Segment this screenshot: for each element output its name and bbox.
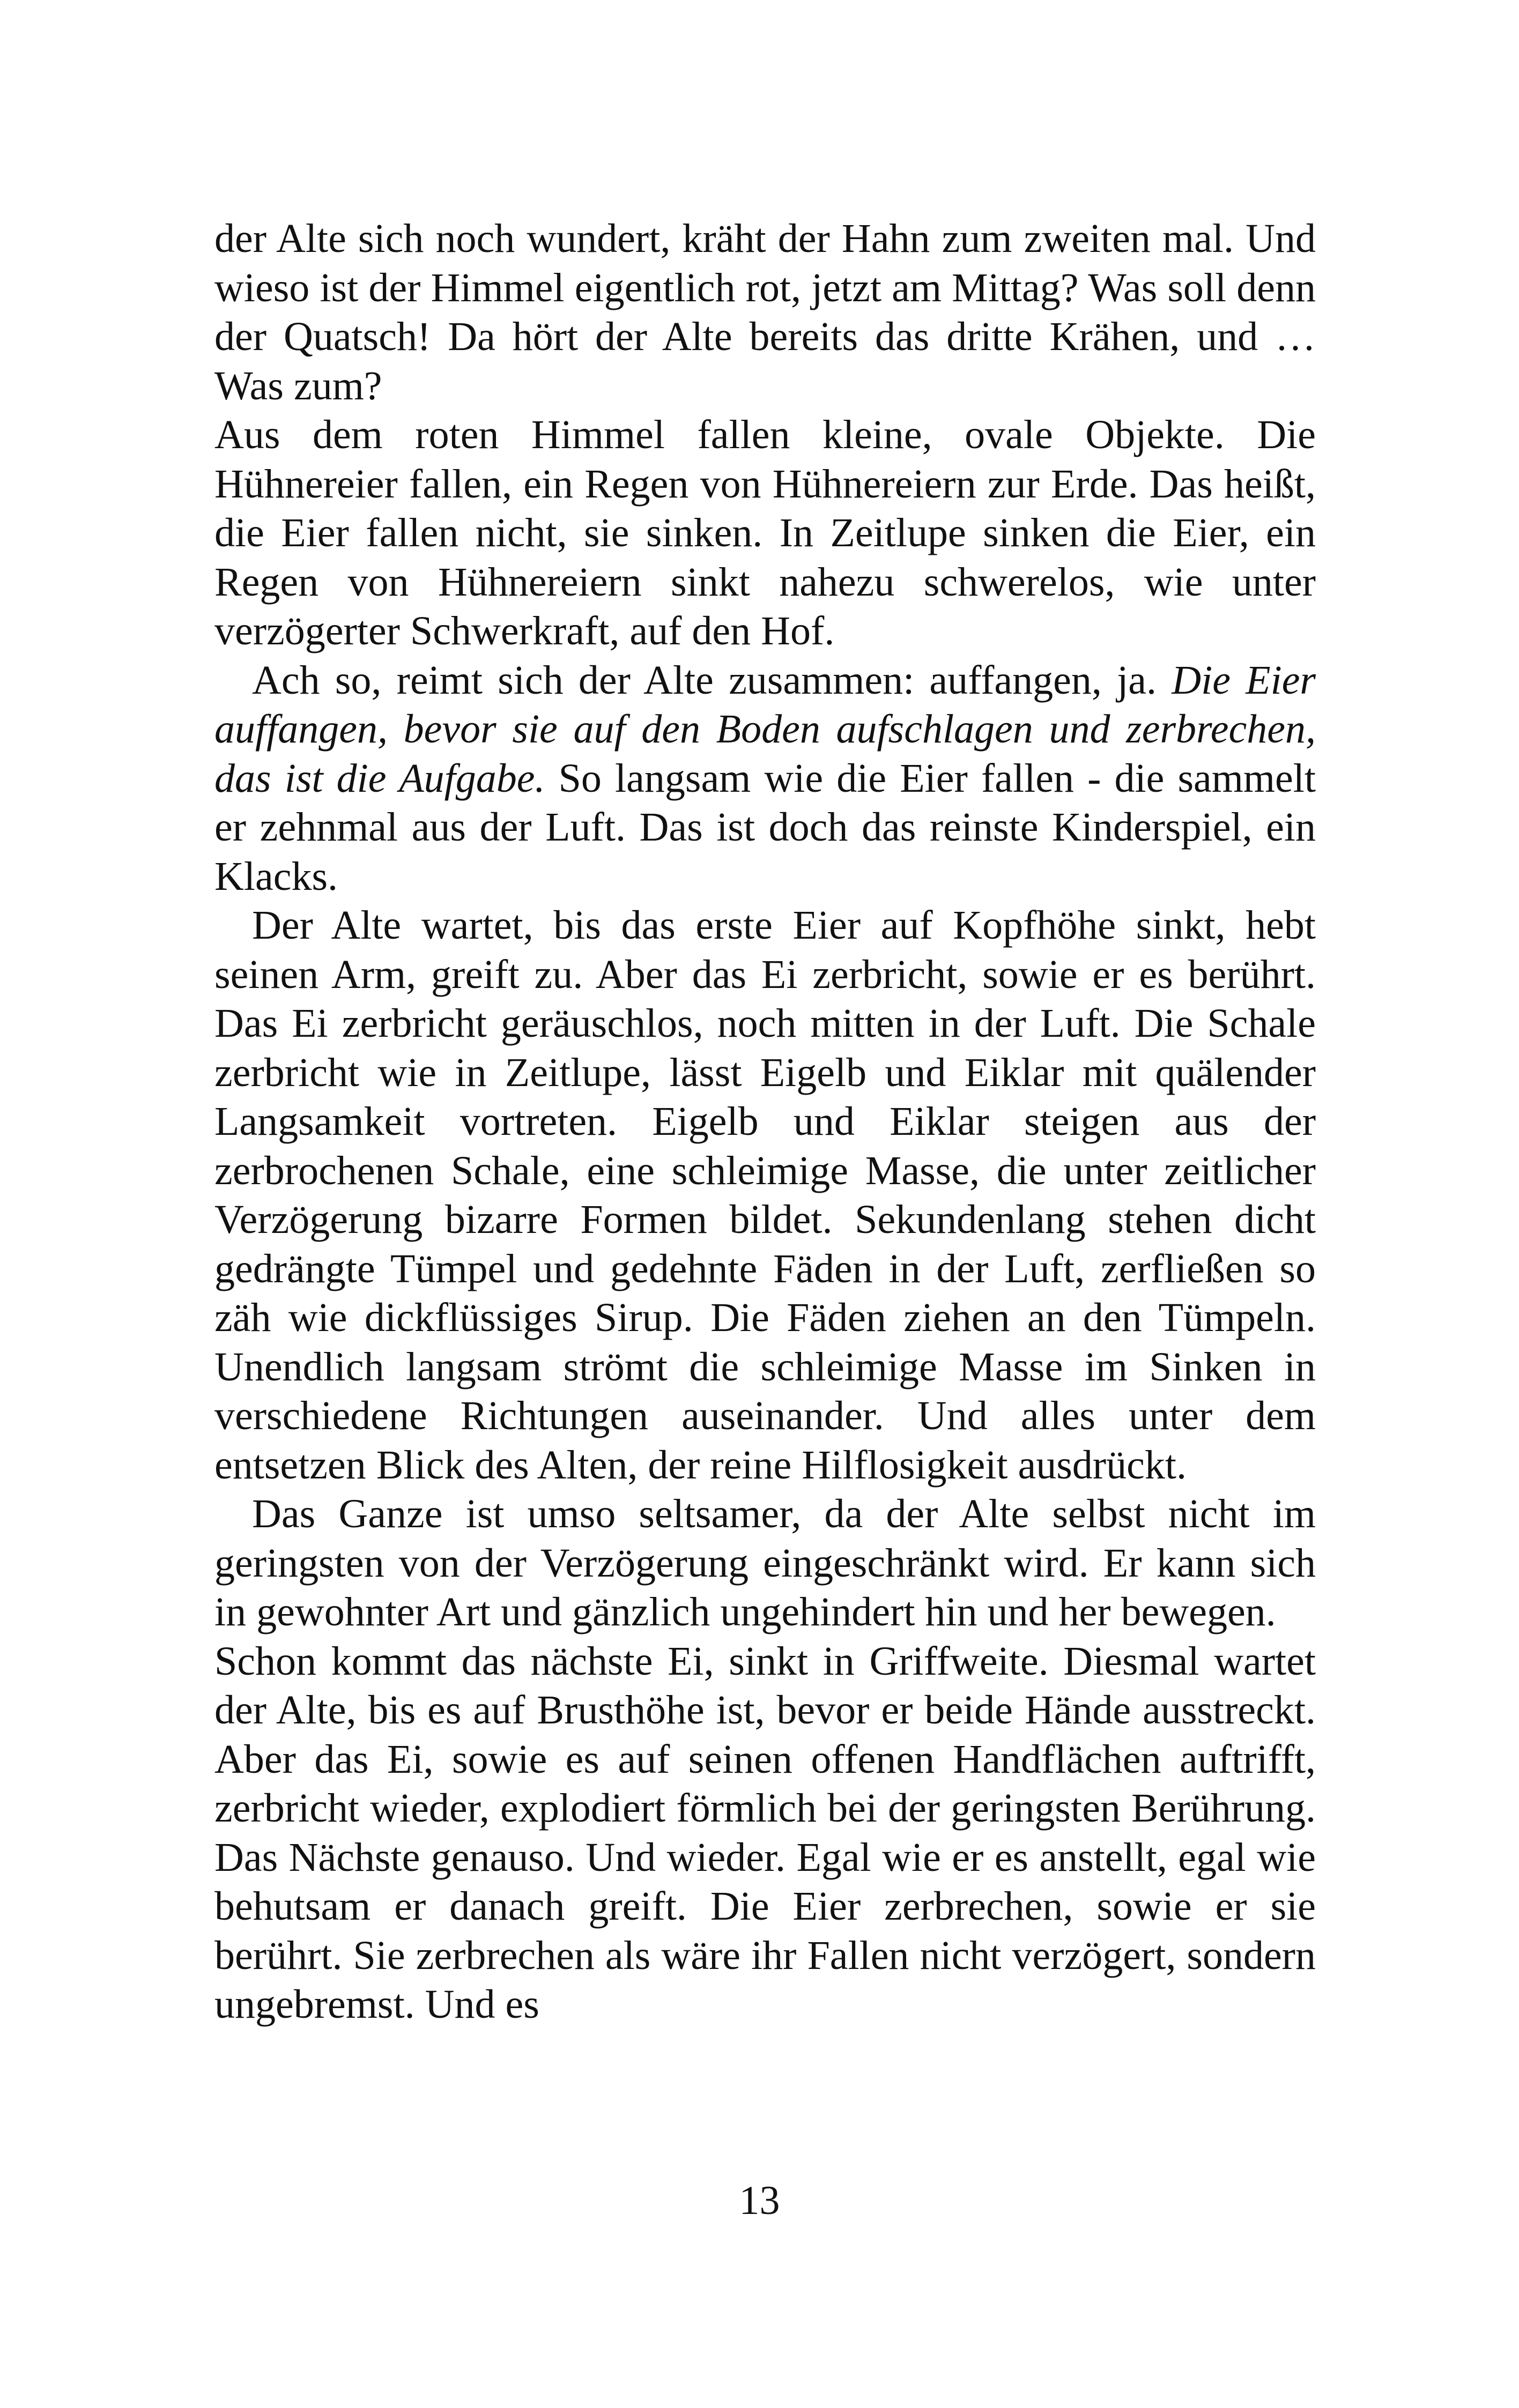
text-run: der Alte sich noch wundert, kräht der Hahn zum zweiten mal. Und wieso ist der Himmel eigentlich rot, jetzt am Mittag? Was soll denn der Quatsch! Da hört der Alte bereits das dritte Krähen, und … Was zum? [214, 216, 1316, 408]
italic-text-run: Die Eier auffangen, bevor sie auf den Boden aufschlagen und zerbrechen, das ist die Aufgabe. [214, 657, 1316, 801]
text-run: Aus dem roten Himmel fallen kleine, ovale Objekte. Die Hühnereier fallen, ein Regen von Hühnereiern zur Erde. Das heißt, die Eier fallen nicht, sie sinken. In Zeitlupe sinken die Eier, ein Regen von Hühnereiern sinkt nahezu schwerelos, wie unter verzögerter Schwerkraft, auf den Hof. [214, 412, 1316, 653]
body-text [214, 214, 1316, 2030]
text-run: So langsam wie die Eier fallen - die sammelt er zehnmal aus der Luft. Das ist doch das reinste Kinderspiel, ein Klacks. [214, 755, 1316, 899]
paragraph [214, 1637, 1316, 2030]
text-run: Schon kommt das nächste Ei, sinkt in Griffweite. Diesmal wartet der Alte, bis es auf Brusthöhe ist, bevor er beide Hände ausstreckt. Aber das Ei, sowie es auf seinen offenen Handflächen auftrifft, zerbricht wieder, explodiert förmlich bei der geringsten Berührung. Das Nächste genauso. Und wieder. Egal wie er es anstellt, egal wie behutsam er danach greift. Die Eier zerbrechen, sowie er sie berührt. Sie zerbrechen als wäre ihr Fallen nicht verzögert, sondern ungebremst. Und es [214, 1638, 1316, 2027]
paragraph [214, 656, 1316, 902]
paragraph [214, 901, 1316, 1490]
text-run: Der Alte wartet, bis das erste Eier auf Kopfhöhe sinkt, hebt seinen Arm, greift zu. Aber das Ei zerbricht, sowie er es berührt. Das Ei zerbricht geräuschlos, noch mitten in der Luft. Die Schale zerbricht wie in Zeitlupe, lässt Eigelb und Eiklar mit quälender Langsamkeit vortreten. Eigelb und Eiklar steigen aus der zerbrochenen Schale, eine schleimige Masse, die unter zeitlicher Verzögerung bizarre Formen bildet. Sekundenlang stehen dicht gedrängte Tümpel und gedehnte Fäden in der Luft, zerfließen so zäh wie dickflüssiges Sirup. Die Fäden ziehen an den Tümpeln. Unendlich langsam strömt die schleimige Masse im Sinken in verschiedene Richtungen auseinander. Und alles unter dem entsetzen Blick des Alten, der reine Hilflosigkeit ausdrückt. [214, 903, 1316, 1488]
page-number: 13 [739, 2178, 780, 2223]
paragraph [214, 1490, 1316, 1637]
paragraph [214, 411, 1316, 656]
paragraph [214, 214, 1316, 411]
text-run: Das Ganze ist umso seltsamer, da der Alte selbst nicht im geringsten von der Verzögerung eingeschränkt wird. Er kann sich in gewohnter Art und gänzlich ungehindert hin und her bewegen. [214, 1491, 1316, 1634]
text-run: Ach so, reimt sich der Alte zusammen: auffangen, ja. [252, 657, 1172, 703]
